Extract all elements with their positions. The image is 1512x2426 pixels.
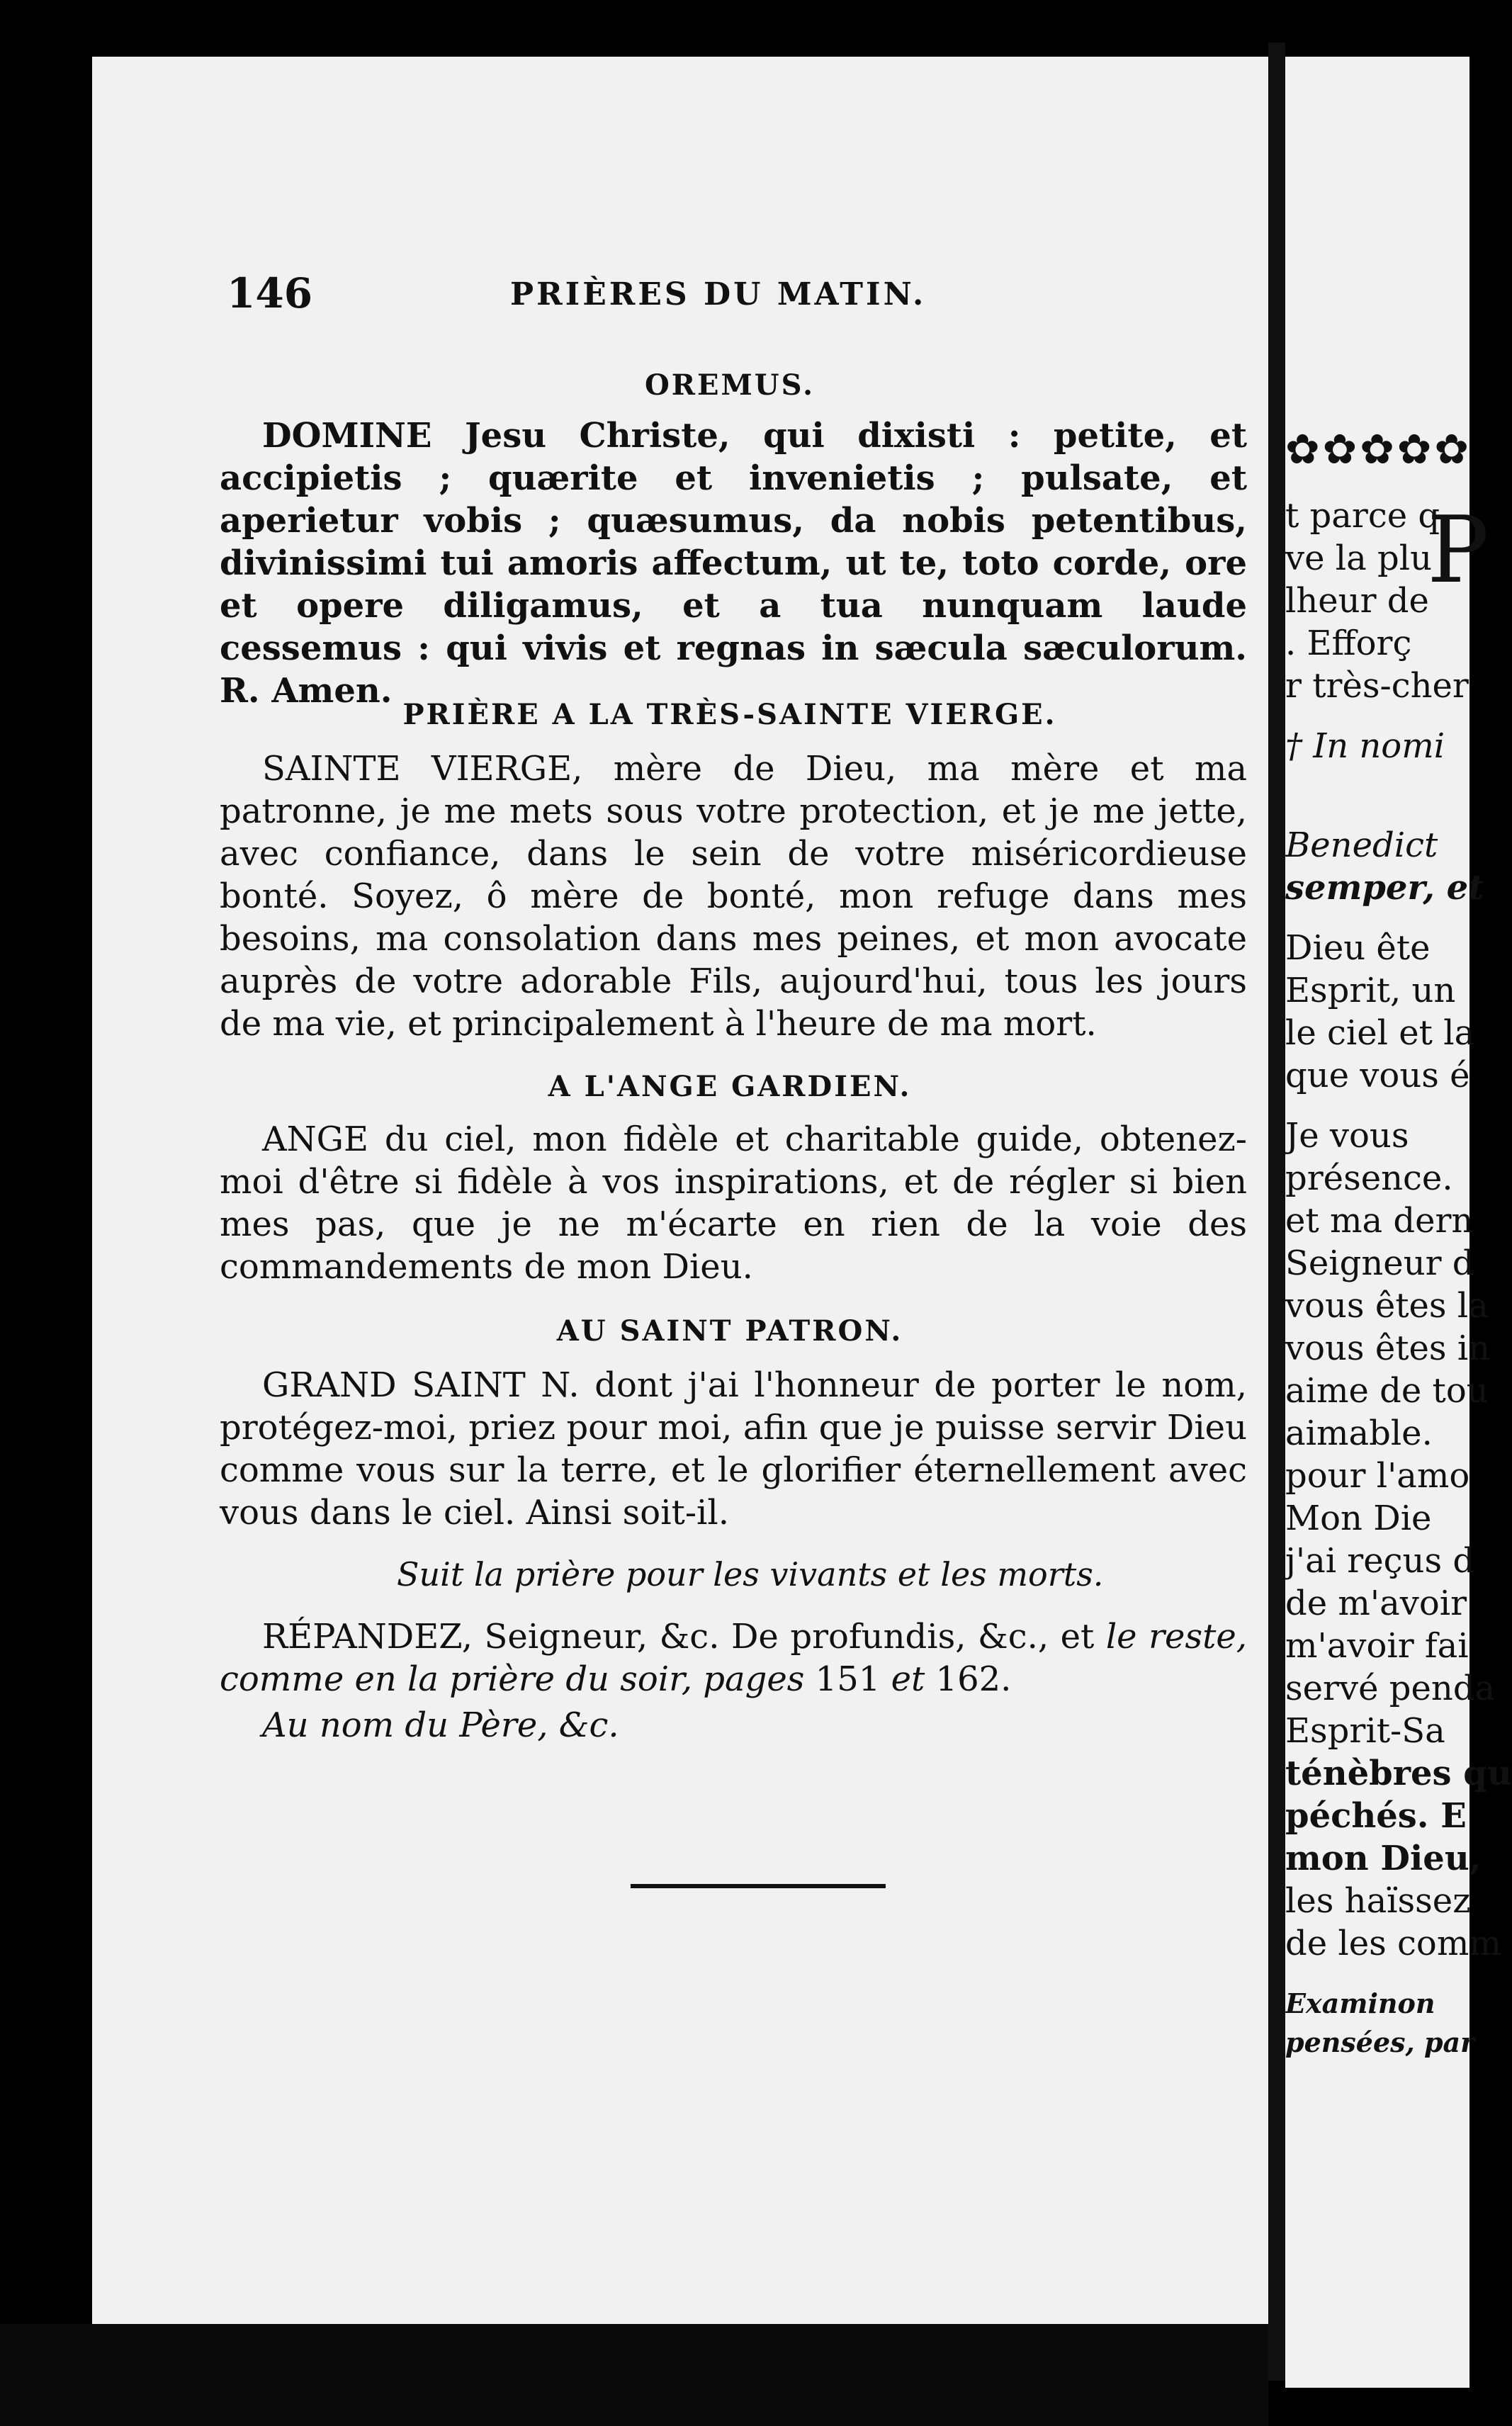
right-line: Esprit-Sa <box>1285 1711 1445 1751</box>
right-line: le ciel et la <box>1285 1013 1475 1053</box>
right-line: vous êtes in <box>1285 1328 1491 1368</box>
paragraph-lead: GRAND SAINT <box>262 1365 526 1405</box>
right-line: mon Dieu, <box>1285 1839 1482 1878</box>
right-line: semper, et <box>1285 868 1484 908</box>
right-line: lheur de <box>1285 581 1429 621</box>
right-line: . Efforç <box>1285 624 1412 663</box>
right-line: Examinon <box>1285 1987 1435 2019</box>
right-line: servé penda <box>1285 1669 1496 1708</box>
running-head: PRIÈRES DU MATIN. <box>510 276 927 312</box>
right-line: ve la plu <box>1285 538 1432 578</box>
paragraph-lead: DOMINE <box>262 416 432 456</box>
paragraph-text: mère de Dieu, ma mère et ma patronne, je me mets sous votre protection, et je me jette, avec confiance, dans le sein de votre miséricordieuse bonté. Soyez, ô mère de bonté, mon refuge dans mes besoins, ma consolation dans mes peines, et mon avocate auprès de votre adorable Fils, aujourd'hui, tous les jours de ma vie, et principalement à l'heure de ma mort. <box>220 749 1247 1044</box>
section-heading: OREMUS. <box>644 368 816 402</box>
right-line: Dieu ête <box>1285 928 1431 968</box>
paragraph-text: Jesu Christe, qui dixisti : petite, et accipietis ; quærite et invenietis ; pulsate, et aperietur vobis ; quæsumus, da nobis petentibus, divinissimi tui amoris affectum, ut te, toto corde, ore et opere diligamus, et a tua nunquam laude cessemus : qui vivis et regnas in sæcula sæculorum. R. Amen. <box>220 416 1247 711</box>
right-line: aimable. <box>1285 1414 1433 1453</box>
section-paragraph <box>220 1364 1247 1534</box>
right-line: Mon Die <box>1285 1499 1432 1538</box>
right-line: pour l'amo <box>1285 1456 1470 1496</box>
right-line: m'avoir fai <box>1285 1626 1469 1666</box>
section-paragraph <box>220 747 1247 1045</box>
page-ref: 162. <box>935 1659 1012 1699</box>
section-paragraph <box>220 1118 1247 1288</box>
right-line: t parce q <box>1285 496 1440 536</box>
page-header <box>227 269 1233 326</box>
paragraph-lead: SAINTE VIERGE, <box>262 749 583 789</box>
paragraph-text: N. dont j'ai l'honneur de porter le nom, protégez-moi, priez pour moi, afin que je puisse servir Dieu comme vous sur la terre, et le glorifier éternellement avec vous dans le ciel. Ainsi soit-il. <box>220 1365 1247 1533</box>
ornament-row: ✿✿✿✿✿ <box>1285 425 1472 473</box>
right-line: de les comm <box>1285 1924 1501 1963</box>
right-line: présence. <box>1285 1158 1453 1198</box>
right-line: que vous é <box>1285 1056 1470 1095</box>
section-heading: AU SAINT PATRON. <box>556 1314 903 1348</box>
page-shadow <box>0 2324 1268 2426</box>
section-heading: PRIÈRE A LA TRÈS-SAINTE VIERGE. <box>402 698 1057 731</box>
right-line: j'ai reçus d <box>1285 1541 1475 1581</box>
book-spine <box>1268 43 1285 2381</box>
right-page <box>1285 57 1512 2388</box>
paragraph-lead: ANGE <box>262 1119 369 1159</box>
right-line: de m'avoir <box>1285 1584 1467 1623</box>
page-ref-et: et <box>891 1659 925 1699</box>
right-line: Je vous <box>1285 1116 1409 1156</box>
paragraph-text: du ciel, mon fidèle et charitable guide, obtenez-moi d'être si fidèle à vos inspirations, et de régler si bien mes pas, que je ne m'écarte en rien de la voie des commandements de mon Dieu. <box>220 1119 1247 1287</box>
right-line: pensées, par <box>1285 2026 1475 2058</box>
right-line: péchés. E <box>1285 1796 1467 1836</box>
right-line: r très-cher <box>1285 666 1469 706</box>
paragraph-text: Seigneur, &c. De profundis, &c., et <box>484 1617 1095 1657</box>
section-paragraph <box>220 414 1247 712</box>
page-ref: 151 <box>815 1659 881 1699</box>
closing-line: Au nom du Père, &c. <box>262 1705 619 1745</box>
right-line: et ma dern <box>1285 1201 1474 1241</box>
section-heading: A L'ANGE GARDIEN. <box>548 1070 912 1103</box>
right-line: les haïssez <box>1285 1881 1471 1921</box>
right-line: Benedict <box>1285 825 1438 865</box>
rubric: Suit la prière pour les vivants et les morts. <box>397 1555 1104 1593</box>
right-line: vous êtes la <box>1285 1286 1489 1326</box>
right-line: Seigneur d <box>1285 1243 1474 1283</box>
paragraph-lead: RÉPANDEZ, <box>262 1617 473 1657</box>
right-line: † In nomi <box>1285 726 1445 766</box>
right-line: aime de tou <box>1285 1371 1489 1411</box>
right-line: Esprit, un <box>1285 971 1456 1010</box>
section-divider <box>631 1884 886 1888</box>
page-number: 146 <box>227 269 313 317</box>
paragraph-italic: le reste, comme en la prière du soir, pages <box>220 1617 1248 1699</box>
closing-paragraph <box>220 1615 1247 1700</box>
right-line: ténèbres qu <box>1285 1754 1512 1793</box>
drop-cap-letter: P <box>1427 496 1489 604</box>
